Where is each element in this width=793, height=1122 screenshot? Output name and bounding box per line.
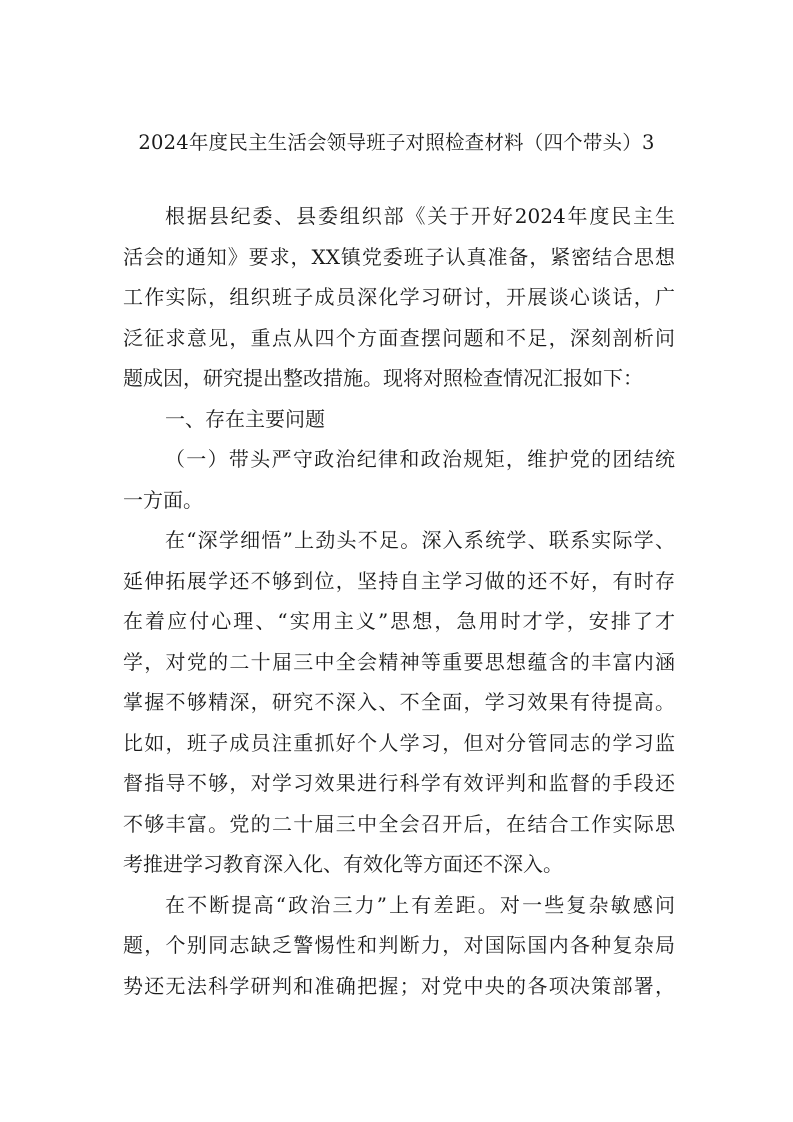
paragraph-line: 在“深学细悟”上劲头不足。深入系统学、联系实际学、 [165,528,675,552]
paragraph-line: 题成因，研究提出整改措施。现将对照检查情况汇报如下： [123,366,643,390]
paragraph-line: 学，对党的二十届三中全会精神等重要思想蕴含的丰富内涵 [123,649,675,674]
paragraph-line: 督指导不够，对学习效果进行科学有效评判和监督的手段还 [123,771,675,795]
paragraph-line: 泛征求意见，重点从四个方面查摆问题和不足，深刻剖析问 [123,325,675,350]
paragraph-line: 活会的通知》要求，XX镇党委班子认真准备，紧密结合思想 [123,244,675,269]
paragraph-line: 根据县纪委、县委组织部《关于开好2024年度民主生 [165,204,675,228]
paragraph-line: 势还无法科学研判和准确把握；对党中央的各项决策部署， [123,973,675,998]
paragraph-line: 考推进学习教育深入化、有效化等方面还不深入。 [123,852,563,876]
paragraph-line: 在不断提高“政治三力”上有差距。对一些复杂敏感问 [165,892,675,917]
document-body [123,196,675,1006]
paragraph-line: 题，个别同志缺乏警惕性和判断力，对国际国内各种复杂局 [123,933,675,957]
paragraph-line: 工作实际，组织班子成员深化学习研讨，开展谈心谈话，广 [123,285,675,309]
paragraph-line: 在着应付心理、“实用主义”思想，急用时才学，安排了才 [123,609,675,633]
paragraph-line: 比如，班子成员注重抓好个人学习，但对分管同志的学习监 [123,730,675,755]
paragraph-line: 掌握不够精深，研究不深入、不全面，学习效果有待提高。 [123,690,675,714]
paragraph-line: 延伸拓展学还不够到位，坚持自主学习做的还不好，有时存 [123,568,675,593]
subsection-heading: （一）带头严守政治纪律和政治规矩，维护党的团结统 [165,447,675,471]
document-title: 2024年度民主生活会领导班子对照检查材料（四个带头）3 [138,131,655,154]
subsection-heading-continued: 一方面。 [123,487,203,512]
section-heading: 一、存在主要问题 [165,406,325,431]
paragraph-line: 不够丰富。党的二十届三中全会召开后，在结合工作实际思 [123,811,675,836]
